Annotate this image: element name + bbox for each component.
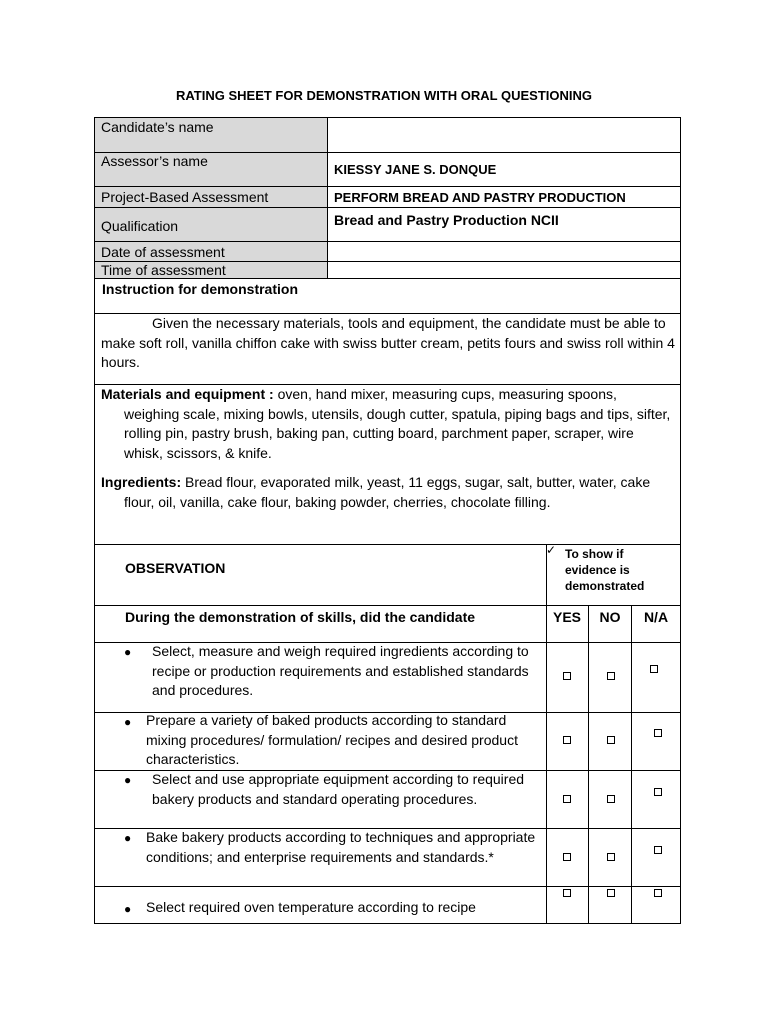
materials-text: oven, hand mixer, measuring cups, measuring spoons, weighing scale, mixing bowls, utensils, dough cutter, spatula, piping bags and tips, sifter, rolling pin, pastry brush, baking pan, cutting board, parchment paper, scraper, wire whisk, scissors, & knife.: [124, 386, 671, 461]
na-checkbox-1[interactable]: [650, 665, 658, 673]
criteria-item-4: Bake bakery products according to techniques and appropriate conditions; and enterprise requirements and standards.*: [146, 829, 536, 865]
materials-paragraph: [101, 385, 676, 463]
yes-checkbox-1[interactable]: [563, 672, 571, 680]
page-title: RATING SHEET FOR DEMONSTRATION WITH ORAL QUESTIONING: [176, 88, 592, 103]
assessor-name-value: KIESSY JANE S. DONQUE: [334, 162, 497, 177]
candidate-name-label: Candidate’s name: [101, 119, 214, 135]
materials-label: Materials and equipment :: [101, 386, 274, 402]
time-of-assessment-label: Time of assessment: [101, 262, 226, 278]
na-checkbox-3[interactable]: [654, 788, 662, 796]
ingredients-label: Ingredients:: [101, 474, 182, 490]
rating-sheet-table: [94, 117, 681, 924]
no-checkbox-3[interactable]: [607, 795, 615, 803]
bullet-icon: ●: [124, 645, 132, 659]
yes-checkbox-4[interactable]: [563, 853, 571, 861]
ingredients-text: Bread flour, evaporated milk, yeast, 11 eggs, sugar, salt, butter, water, cake flour, oil, vanilla, cake flour, baking powder, cherries, chocolate filling.: [124, 474, 651, 510]
na-checkbox-5[interactable]: [654, 889, 662, 897]
criteria-item-1: Select, measure and weigh required ingredients according to recipe or production requirements and established standards and procedures.: [152, 643, 529, 698]
ingredients-paragraph: [101, 473, 676, 512]
na-checkbox-2[interactable]: [654, 729, 662, 737]
date-of-assessment-label: Date of assessment: [101, 244, 225, 260]
qualification-value: Bread and Pastry Production NCII: [334, 212, 559, 228]
criteria-item-3: Select and use appropriate equipment according to required bakery products and standard operating procedures.: [152, 771, 525, 807]
observation-heading: OBSERVATION: [125, 560, 226, 576]
no-checkbox-4[interactable]: [607, 853, 615, 861]
assessor-name-label: Assessor’s name: [101, 153, 208, 169]
check-mark-icon: ✓: [546, 543, 557, 557]
evidence-note: To show if evidence is demonstrated: [565, 547, 645, 593]
na-checkbox-4[interactable]: [654, 846, 662, 854]
instruction-text: Given the necessary materials, tools and equipment, the candidate must be able to make soft roll, vanilla chiffon cake with swiss butter cream, petits fours and swiss roll within 4 hours.: [101, 315, 675, 370]
no-checkbox-2[interactable]: [607, 736, 615, 744]
criteria-item-2: Prepare a variety of baked products according to standard mixing procedures/ formulation/ recipes and desired product characteristics.: [146, 712, 518, 767]
bullet-icon: ●: [124, 902, 132, 916]
criteria-item-5: Select required oven temperature according to recipe: [146, 899, 476, 915]
instruction-heading: Instruction for demonstration: [102, 281, 298, 297]
bullet-icon: ●: [124, 715, 132, 729]
no-checkbox-1[interactable]: [607, 672, 615, 680]
qualification-label: Qualification: [101, 218, 179, 234]
yes-checkbox-5[interactable]: [563, 889, 571, 897]
project-assessment-value: PERFORM BREAD AND PASTRY PRODUCTION: [334, 190, 626, 205]
column-yes: YES: [552, 609, 581, 625]
bullet-icon: ●: [124, 831, 132, 845]
no-checkbox-5[interactable]: [607, 889, 615, 897]
project-assessment-label: Project-Based Assessment: [101, 189, 269, 205]
yes-checkbox-2[interactable]: [563, 736, 571, 744]
yes-checkbox-3[interactable]: [563, 795, 571, 803]
column-na: N/A: [643, 609, 669, 625]
column-no: NO: [599, 609, 621, 625]
bullet-icon: ●: [124, 773, 132, 787]
question-heading: During the demonstration of skills, did the candidate: [125, 609, 476, 625]
